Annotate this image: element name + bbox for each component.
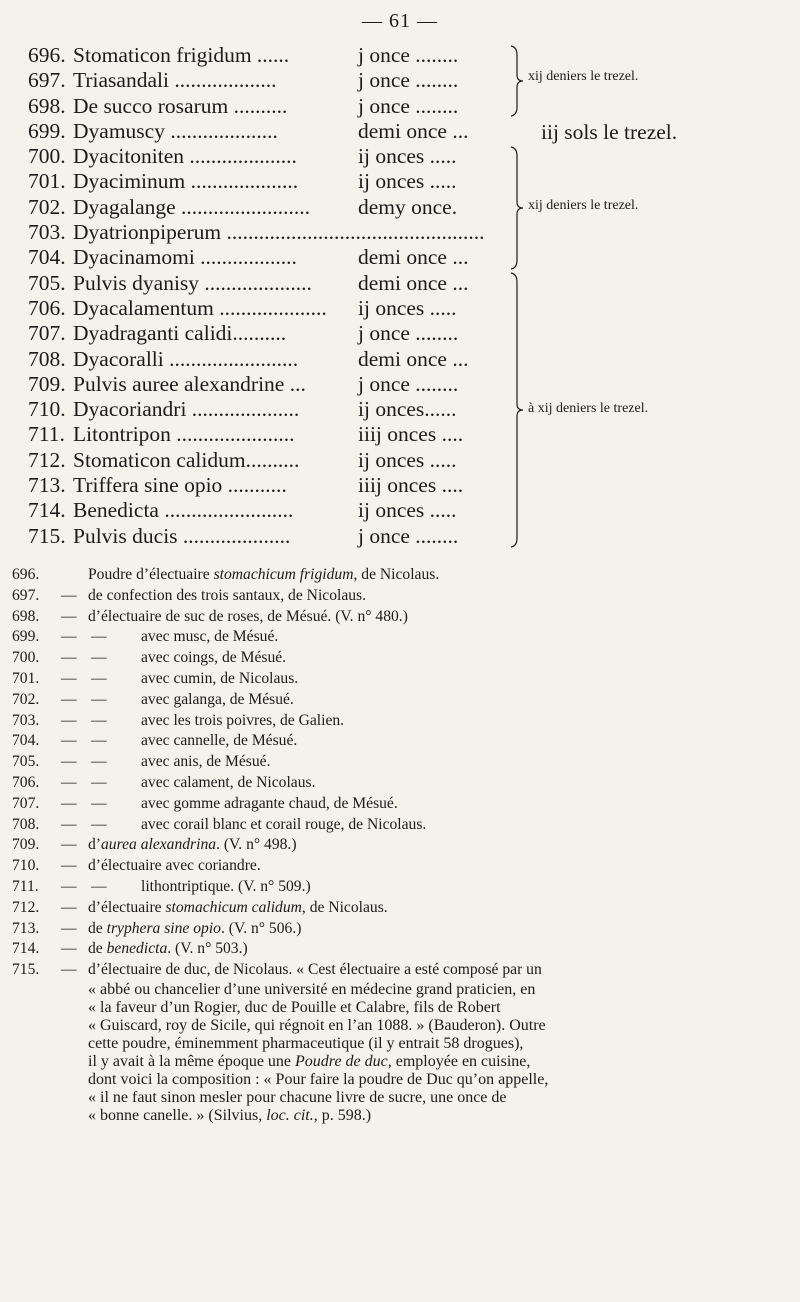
brace-group-1: [509, 45, 525, 117]
annotation-text: [141, 648, 792, 669]
annotation-number: 707.: [12, 794, 40, 812]
entry-dose: j once ........: [358, 43, 459, 67]
annotation-row: [12, 960, 792, 981]
entry-name: Triffera sine opio ...........: [73, 473, 287, 498]
group-label-1: xij deniers le trezel.: [528, 69, 639, 84]
ditto-dash: —: [61, 649, 77, 667]
price-list-row: [28, 372, 788, 397]
entry-name: Dyacalamentum ....................: [73, 295, 327, 320]
cont-line: « abbé ou chancelier d’une université en médecine grand praticien, en: [88, 980, 536, 998]
entry-number: 700.: [28, 144, 66, 169]
entry-number: 697.: [28, 68, 66, 93]
brace-group-2: [509, 146, 525, 270]
annotation-segment: . (V. n° 506.): [220, 919, 302, 937]
ditto-dash: —: [61, 940, 77, 958]
ditto-dash: —: [91, 690, 107, 708]
entry-dose: demi once ...: [358, 270, 469, 295]
entry-dose: j once ........: [358, 68, 459, 93]
ditto-dash: —: [91, 773, 107, 791]
cont-line: « Guiscard, roy de Sicile, qui régnoit en l’an 1088. » (Bauderon). Outre: [88, 1016, 546, 1034]
annotation-row: [12, 648, 792, 669]
italic-term: aurea alexandrina: [101, 836, 217, 854]
ditto-dash: —: [91, 732, 107, 750]
price-list-row: [28, 220, 788, 245]
entry-name: Stomaticon calidum..........: [73, 447, 300, 472]
annotation-number: 704.: [12, 732, 40, 750]
annotation-row: [12, 731, 792, 752]
entry-dose: demi once ...: [358, 346, 469, 371]
entry-name: Dyacoriandri ....................: [73, 397, 300, 422]
entry-number: 715.: [28, 523, 66, 548]
annotation-segment: lithontriptique. (V. n° 509.): [141, 877, 311, 895]
entry-name: Dyatrionpiperum ................................................: [73, 220, 485, 245]
annotation-segment: Poudre d’électuaire: [88, 566, 214, 583]
entry-dose: demy once.: [358, 194, 458, 219]
italic-term: Poudre de duc: [295, 1052, 388, 1070]
entry-name: Dyagalange ........................: [73, 194, 311, 219]
entry-dose: demi once ...: [358, 245, 469, 270]
ditto-dash: —: [61, 877, 77, 895]
entry-name: Dyamuscy ....................: [73, 118, 278, 143]
annotation-row: [12, 752, 792, 773]
entry-dose: ij onces .....: [358, 498, 457, 523]
price-list: [28, 43, 788, 549]
entry-name: Pulvis ducis ....................: [73, 523, 291, 548]
annotation-row: [12, 794, 792, 815]
cont-line: dont voici la composition : « Pour faire la poudre de Duc qu’on appelle,: [88, 1070, 549, 1088]
entry-dose: j once ........: [358, 523, 459, 548]
annotation-number: 698.: [12, 607, 40, 625]
price-list-row: [28, 347, 788, 372]
annotation-segment: avec corail blanc et corail rouge, de Nicolaus.: [141, 815, 427, 833]
group-label-4: à xij deniers le trezel.: [528, 401, 649, 416]
entry-715-continuation: [12, 981, 792, 1125]
ditto-dash: —: [91, 877, 107, 895]
annotation-text: [141, 773, 792, 794]
cont-text: il y avait à la même époque une: [88, 1052, 296, 1070]
page-number: — 61 —: [362, 10, 438, 32]
annotation-segment: , de Nicolaus.: [301, 898, 388, 916]
annotation-row: [12, 835, 792, 856]
italic-term: stomachicum calidum: [165, 898, 302, 916]
price-list-row: [28, 195, 788, 220]
annotation-segment: de confection des trois santaux, de Nicolaus.: [88, 586, 367, 604]
entry-name: Dyaciminum ....................: [73, 169, 299, 194]
entry-number: 699.: [28, 118, 66, 143]
entry-dose: iiij onces ....: [358, 473, 464, 498]
entry-name: Dyacoralli ........................: [73, 346, 299, 371]
entry-dose: ij onces .....: [358, 144, 457, 169]
entry-dose: j once ........: [358, 321, 459, 346]
ditto-dash: —: [91, 711, 107, 729]
ditto-dash: —: [61, 753, 77, 771]
entry-dose: iiij onces ....: [358, 422, 464, 447]
annotation-row: [12, 815, 792, 836]
cont-text: « bonne canelle. » (Silvius,: [88, 1106, 267, 1124]
italic-term: benedicta: [106, 940, 168, 958]
annotation-row: [12, 773, 792, 794]
price-list-row: [28, 524, 788, 549]
annotation-text: [88, 586, 792, 607]
cont-line: [88, 1107, 792, 1125]
entry-number: 704.: [28, 245, 66, 270]
annotation-segment: avec galanga, de Mésué.: [141, 690, 294, 708]
entry-number: 698.: [28, 93, 66, 118]
annotation-text: [88, 919, 792, 940]
annotation-segment: avec les trois poivres, de Galien.: [141, 711, 345, 729]
annotation-number: 703.: [12, 711, 40, 729]
entry-name: Stomaticon frigidum ......: [73, 43, 290, 67]
annotation-row: [12, 919, 792, 940]
ditto-dash: —: [61, 586, 77, 604]
cont-text: , p. 598.): [313, 1106, 372, 1124]
ditto-dash: —: [61, 711, 77, 729]
italic-term: loc. cit.: [266, 1106, 314, 1124]
annotation-text: [88, 960, 792, 981]
annotation-row: [12, 690, 792, 711]
annotation-number: 713.: [12, 919, 40, 937]
annotation-number: 715.: [12, 961, 40, 979]
entry-number: 710.: [28, 397, 66, 422]
annotation-number: 702.: [12, 690, 40, 708]
ditto-dash: —: [91, 794, 107, 812]
ditto-dash: —: [61, 815, 77, 833]
ditto-dash: —: [61, 794, 77, 812]
price-list-row: [28, 144, 788, 169]
annotation-number: 711.: [12, 877, 39, 895]
cont-line: « la faveur d’un Rogier, duc de Pouille et Calabre, fils de Robert: [88, 998, 501, 1016]
entry-number: 713.: [28, 473, 66, 498]
price-list-row: [28, 43, 788, 68]
annotation-number: 714.: [12, 940, 40, 958]
entry-name: Pulvis auree alexandrine ...: [73, 371, 306, 396]
price-list-row: [28, 448, 788, 473]
entry-number: 708.: [28, 346, 66, 371]
ditto-dash: —: [91, 628, 107, 646]
annotation-text: [141, 731, 792, 752]
ditto-dash: —: [61, 919, 77, 937]
price-list-row: [28, 422, 788, 447]
ditto-dash: —: [61, 628, 77, 646]
annotation-segment: de: [88, 940, 107, 958]
annotation-number: 701.: [12, 669, 40, 687]
ditto-dash: —: [61, 607, 77, 625]
ditto-dash: —: [91, 669, 107, 687]
group-label-3: xij deniers le trezel.: [528, 198, 639, 213]
cont-text: , employée en cuisine,: [387, 1052, 531, 1070]
annotation-row: [12, 565, 792, 586]
annotation-text: [141, 627, 792, 648]
price-list-row: [28, 169, 788, 194]
annotation-segment: . (V. n° 498.): [216, 836, 297, 854]
annotation-row: [12, 607, 792, 628]
entry-dose: ij onces .....: [358, 447, 457, 472]
entry-number: 701.: [28, 169, 66, 194]
italic-term: stomachicum frigidum: [213, 566, 354, 583]
ditto-dash: —: [61, 898, 77, 916]
annotation-number: 700.: [12, 649, 40, 667]
entry-number: 702.: [28, 194, 66, 219]
annotation-segment: . (V. n° 503.): [167, 940, 248, 958]
entry-name: Pulvis dyanisy ....................: [73, 270, 312, 295]
annotation-segment: d’électuaire de duc, de Nicolaus. « Cest électuaire a esté composé par un: [88, 961, 542, 979]
ditto-dash: —: [61, 669, 77, 687]
cont-line: « il ne faut sinon mesler pour chacune livre de sucre, une once de: [88, 1088, 507, 1106]
entry-number: 712.: [28, 447, 66, 472]
brace-group-3: [509, 272, 525, 548]
price-list-row: [28, 68, 788, 93]
entry-dose: ij onces .....: [358, 169, 457, 194]
entry-number: 705.: [28, 270, 66, 295]
entry-number: 696.: [28, 43, 66, 67]
annotation-row: [12, 711, 792, 732]
price-list-row: [28, 321, 788, 346]
italic-term: tryphera sine opio: [106, 919, 221, 937]
price-list-row: [28, 271, 788, 296]
entry-dose: j once ........: [358, 371, 459, 396]
annotation-row: [12, 586, 792, 607]
annotation-number: 708.: [12, 815, 40, 833]
annotation-row: [12, 669, 792, 690]
price-list-row: [28, 245, 788, 270]
ditto-dash: —: [61, 690, 77, 708]
annotation-segment: d’: [88, 836, 101, 854]
ditto-dash: —: [61, 773, 77, 791]
annotation-segment: , de Nicolaus.: [353, 566, 440, 583]
annotation-text: [88, 939, 792, 960]
entry-dose: j once ........: [358, 93, 459, 118]
entry-name: Dyacitoniten ....................: [73, 144, 297, 169]
annotation-number: 696.: [12, 566, 40, 583]
annotation-segment: avec coings, de Mésué.: [141, 649, 287, 667]
annotation-number: 706.: [12, 773, 40, 791]
entry-name: Litontripon ......................: [73, 422, 295, 447]
ditto-dash: —: [61, 732, 77, 750]
annotation-text: [141, 815, 792, 836]
ditto-dash: —: [91, 753, 107, 771]
ditto-dash: —: [91, 649, 107, 667]
price-list-row: [28, 296, 788, 321]
entry-name: Benedicta ........................: [73, 498, 294, 523]
entry-name: Triasandali ...................: [73, 68, 277, 93]
annotation-segment: d’électuaire de suc de roses, de Mésué. (V. n° 480.): [88, 607, 408, 625]
entry-number: 714.: [28, 498, 66, 523]
annotation-number: 709.: [12, 836, 40, 854]
annotation-number: 712.: [12, 898, 40, 916]
annotation-text: [141, 669, 792, 690]
annotation-text: [88, 835, 792, 856]
annotations: [12, 565, 792, 1125]
annotation-segment: d’électuaire: [88, 898, 166, 916]
entry-dose: demi once ...: [358, 118, 469, 143]
annotation-text: [141, 752, 792, 773]
annotation-segment: d’électuaire avec coriandre.: [88, 857, 261, 875]
entry-number: 706.: [28, 295, 66, 320]
entry-name: De succo rosarum ..........: [73, 93, 288, 118]
annotation-text: [141, 690, 792, 711]
annotation-number: 699.: [12, 628, 40, 646]
ditto-dash: —: [61, 961, 77, 979]
annotation-segment: avec cannelle, de Mésué.: [141, 732, 298, 750]
annotation-number: 710.: [12, 857, 40, 875]
entry-dose: ij onces .....: [358, 295, 457, 320]
entry-number: 707.: [28, 321, 66, 346]
annotation-segment: de: [88, 919, 107, 937]
entry-dose: ij onces......: [358, 397, 457, 422]
annotation-number: 705.: [12, 753, 40, 771]
annotation-text: [88, 565, 792, 586]
cont-line: cette poudre, éminemment pharmaceutique (il y entrait 58 drogues),: [88, 1034, 524, 1052]
ditto-dash: —: [61, 836, 77, 854]
annotation-rows: [12, 565, 792, 981]
entry-name: Dyadraganti calidi..........: [73, 321, 287, 346]
price-list-rows: [28, 43, 788, 549]
annotation-segment: avec musc, de Mésué.: [141, 628, 279, 646]
annotation-text: [88, 856, 792, 877]
ditto-dash: —: [61, 857, 77, 875]
entry-number: 703.: [28, 220, 66, 245]
price-list-row: [28, 397, 788, 422]
price-list-row: [28, 473, 788, 498]
annotation-segment: avec anis, de Mésué.: [141, 753, 271, 771]
annotation-row: [12, 627, 792, 648]
group-label-2: iij sols le trezel.: [541, 120, 678, 144]
annotation-segment: avec gomme adragante chaud, de Mésué.: [141, 794, 398, 812]
annotation-segment: avec calament, de Nicolaus.: [141, 773, 316, 791]
annotation-row: [12, 939, 792, 960]
entry-number: 711.: [28, 422, 65, 447]
annotation-text: [141, 711, 792, 732]
ditto-dash: —: [91, 815, 107, 833]
annotation-segment: avec cumin, de Nicolaus.: [141, 669, 299, 687]
cont-line: [88, 1053, 792, 1071]
annotation-text: [88, 898, 792, 919]
annotation-text: [141, 794, 792, 815]
annotation-row: [12, 898, 792, 919]
annotation-text: [88, 607, 792, 628]
annotation-number: 697.: [12, 586, 40, 604]
price-list-row: [28, 94, 788, 119]
annotation-row: [12, 877, 792, 898]
annotation-row: [12, 856, 792, 877]
entry-name: Dyacinamomi ..................: [73, 245, 297, 270]
price-list-row: [28, 498, 788, 523]
annotation-text: [141, 877, 792, 898]
entry-number: 709.: [28, 371, 66, 396]
